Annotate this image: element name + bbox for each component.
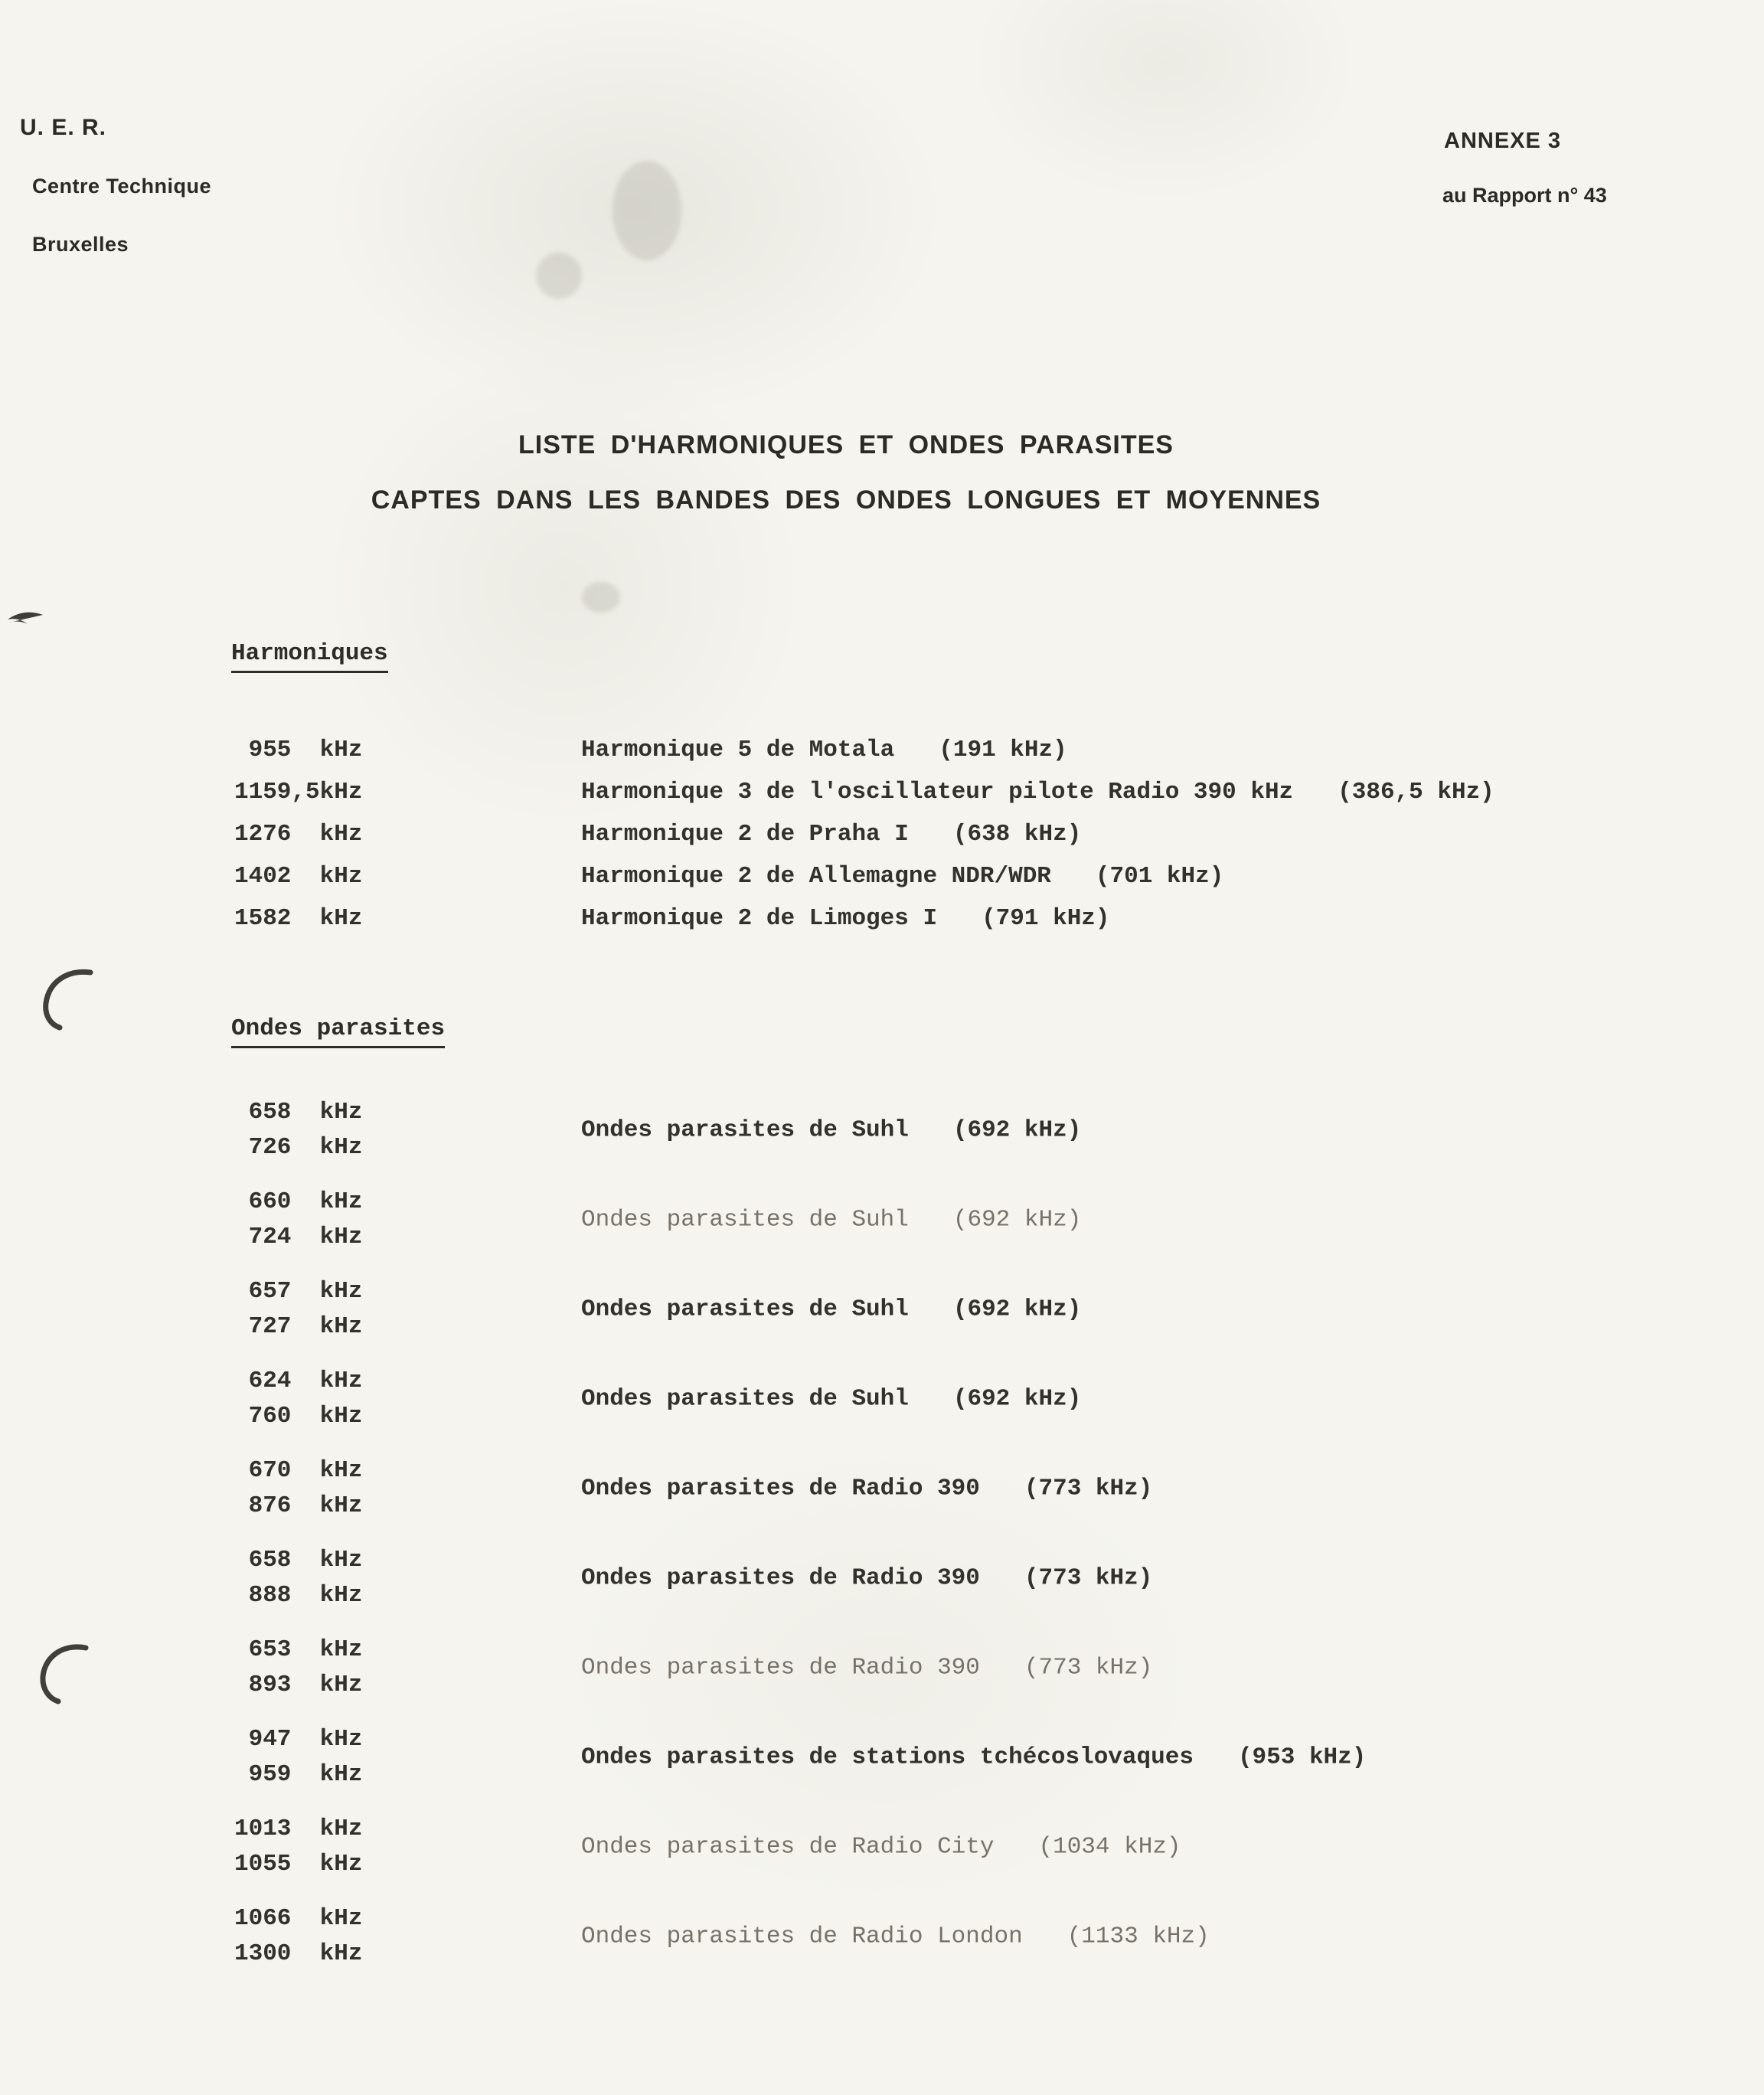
parasite-description: Ondes parasites de Suhl xyxy=(581,1116,909,1144)
section-heading-ondes-parasites xyxy=(231,1015,445,1048)
parasite-description: Ondes parasites de Radio 390 xyxy=(581,1475,980,1502)
harmonic-row xyxy=(234,729,1727,771)
parasite-row xyxy=(234,1543,1727,1613)
frequency-unit: kHz xyxy=(319,1099,363,1126)
parasite-row xyxy=(234,1364,1727,1434)
parasite-text xyxy=(581,1476,1152,1502)
parasite-text xyxy=(581,1565,1152,1592)
frequency-value: 658 xyxy=(234,1547,292,1574)
parasite-description: Ondes parasites de Radio 390 xyxy=(581,1654,980,1682)
frequency-unit: kHz xyxy=(319,1905,363,1932)
harmonic-row xyxy=(234,813,1727,855)
pen-mark-icon xyxy=(5,609,44,632)
harmonic-row xyxy=(234,855,1727,897)
source-frequency: (773 kHz) xyxy=(1024,1564,1153,1592)
frequency-unit: kHz xyxy=(319,737,363,763)
handwritten-hook-icon xyxy=(37,966,98,1035)
frequency-value: 959 xyxy=(234,1761,292,1788)
frequency-value: 660 xyxy=(234,1188,292,1215)
parasite-text xyxy=(581,1207,1081,1234)
parasite-text xyxy=(581,1744,1366,1771)
source-frequency: (692 kHz) xyxy=(952,1385,1082,1413)
frequency-unit: kHz xyxy=(319,1368,363,1394)
frequency-unit: kHz xyxy=(319,1188,363,1215)
frequency-unit: kHz xyxy=(319,1851,363,1878)
source-frequency: (1133 kHz) xyxy=(1067,1923,1210,1950)
source-frequency: (692 kHz) xyxy=(952,1206,1082,1234)
parasite-row xyxy=(234,1095,1727,1165)
parasite-row xyxy=(234,1274,1727,1345)
frequency-value: 653 xyxy=(234,1636,292,1663)
frequency-unit: kHz xyxy=(319,1547,363,1574)
parasite-row xyxy=(234,1901,1727,1972)
frequency-unit: kHz xyxy=(319,1492,363,1519)
annex-label: ANNEXE 3 xyxy=(1444,129,1562,153)
harmonic-description: Harmonique 3 de l'oscillateur pilote Radio 390 kHz xyxy=(581,779,1294,806)
parasite-description: Ondes parasites de Suhl xyxy=(581,1296,909,1323)
ondes-parasites-list xyxy=(234,1095,1727,1991)
frequency-unit: kHz xyxy=(319,1761,363,1788)
frequency-value: 1055 xyxy=(234,1851,292,1878)
source-frequency: (773 kHz) xyxy=(1024,1654,1153,1682)
parasite-description: Ondes parasites de Radio London xyxy=(581,1923,1023,1950)
frequency-value: 1066 xyxy=(234,1905,292,1932)
harmonic-text xyxy=(581,729,1067,771)
source-frequency: (692 kHz) xyxy=(952,1116,1082,1144)
frequency-unit: kHz xyxy=(319,1278,363,1305)
parasite-row xyxy=(234,1812,1727,1882)
frequency-unit: kHz xyxy=(319,821,363,848)
report-ref: au Rapport n° 43 xyxy=(1442,184,1607,207)
source-frequency: (953 kHz) xyxy=(1237,1744,1367,1771)
parasite-row xyxy=(234,1453,1727,1524)
parasite-description: Ondes parasites de Radio 390 xyxy=(581,1564,980,1592)
org-name: U. E. R. xyxy=(20,115,107,140)
parasite-text xyxy=(581,1834,1181,1861)
frequency-value: 670 xyxy=(234,1457,292,1484)
harmonic-text xyxy=(581,855,1223,897)
frequency-value: 658 xyxy=(234,1099,292,1126)
frequency-value: 955 xyxy=(234,737,292,763)
org-city: Bruxelles xyxy=(32,233,129,256)
frequency-value: 888 xyxy=(234,1582,292,1609)
frequency-value: 876 xyxy=(234,1492,292,1519)
frequency-unit: kHz xyxy=(319,779,363,806)
handwritten-hook-icon xyxy=(34,1640,95,1709)
frequency-value: 624 xyxy=(234,1368,292,1394)
harmonic-description: Harmonique 2 de Limoges I xyxy=(581,905,938,932)
harmoniques-list xyxy=(234,729,1727,940)
source-frequency: (692 kHz) xyxy=(952,1296,1082,1323)
parasite-row xyxy=(234,1185,1727,1255)
parasite-description: Ondes parasites de Radio City xyxy=(581,1833,995,1861)
scan-noise xyxy=(582,582,620,613)
frequency-unit: kHz xyxy=(319,1134,363,1161)
frequency-value: 1276 xyxy=(234,821,292,848)
scan-noise xyxy=(612,161,681,260)
source-frequency: (1034 kHz) xyxy=(1038,1833,1181,1861)
frequency-value: 726 xyxy=(234,1134,292,1161)
document-title xyxy=(0,417,1692,528)
parasite-row xyxy=(234,1722,1727,1793)
scan-noise xyxy=(536,253,582,299)
harmonic-text xyxy=(581,771,1494,813)
frequency-value: 724 xyxy=(234,1224,292,1250)
source-frequency: (386,5 kHz) xyxy=(1338,779,1494,806)
frequency-unit: kHz xyxy=(319,1403,363,1430)
harmonic-description: Harmonique 2 de Allemagne NDR/WDR xyxy=(581,863,1051,890)
parasite-text xyxy=(581,1117,1081,1144)
source-frequency: (701 kHz) xyxy=(1095,863,1224,890)
parasite-description: Ondes parasites de Suhl xyxy=(581,1385,909,1413)
frequency-value: 893 xyxy=(234,1672,292,1698)
frequency-unit: kHz xyxy=(319,1726,363,1753)
heading-text: Harmoniques xyxy=(231,640,388,673)
section-heading-harmoniques xyxy=(231,640,388,673)
source-frequency: (638 kHz) xyxy=(952,821,1082,848)
frequency-value: 947 xyxy=(234,1726,292,1753)
harmonic-description: Harmonique 5 de Motala xyxy=(581,737,895,763)
frequency-value: 727 xyxy=(234,1313,292,1340)
frequency-unit: kHz xyxy=(319,1224,363,1250)
frequency-value: 1013 xyxy=(234,1816,292,1842)
frequency-value: 1300 xyxy=(234,1940,292,1967)
harmonic-text xyxy=(581,897,1110,940)
frequency-value: 760 xyxy=(234,1403,292,1430)
frequency-value: 657 xyxy=(234,1278,292,1305)
title-line-1: LISTE D'HARMONIQUES ET ONDES PARASITES xyxy=(518,430,1174,459)
frequency-value: 1159,5 xyxy=(234,779,320,806)
heading-text: Ondes parasites xyxy=(231,1015,445,1048)
frequency-unit: kHz xyxy=(319,863,363,890)
frequency-unit: kHz xyxy=(319,1582,363,1609)
frequency-value: 1402 xyxy=(234,863,292,890)
parasite-text xyxy=(581,1296,1081,1323)
parasite-text xyxy=(581,1923,1210,1950)
parasite-description: Ondes parasites de stations tchécoslovaques xyxy=(581,1744,1194,1771)
parasite-text xyxy=(581,1655,1152,1682)
source-frequency: (773 kHz) xyxy=(1024,1475,1153,1502)
frequency-unit: kHz xyxy=(319,905,363,932)
org-department: Centre Technique xyxy=(32,175,212,198)
frequency-unit: kHz xyxy=(319,1457,363,1484)
harmonic-description: Harmonique 2 de Praha I xyxy=(581,821,909,848)
parasite-row xyxy=(234,1633,1727,1703)
parasite-text xyxy=(581,1386,1081,1413)
frequency-unit: kHz xyxy=(319,1313,363,1340)
frequency-unit: kHz xyxy=(319,1816,363,1842)
frequency-unit: kHz xyxy=(319,1636,363,1663)
frequency-unit: kHz xyxy=(319,1672,363,1698)
parasite-description: Ondes parasites de Suhl xyxy=(581,1206,909,1234)
source-frequency: (791 kHz) xyxy=(982,905,1110,932)
title-line-2: CAPTES DANS LES BANDES DES ONDES LONGUES ET MOYENNES xyxy=(371,485,1321,515)
harmonic-text xyxy=(581,813,1081,855)
frequency-unit: kHz xyxy=(319,1940,363,1967)
frequency-value: 1582 xyxy=(234,905,292,932)
harmonic-row xyxy=(234,771,1727,813)
harmonic-row xyxy=(234,897,1727,940)
source-frequency: (191 kHz) xyxy=(939,737,1067,763)
